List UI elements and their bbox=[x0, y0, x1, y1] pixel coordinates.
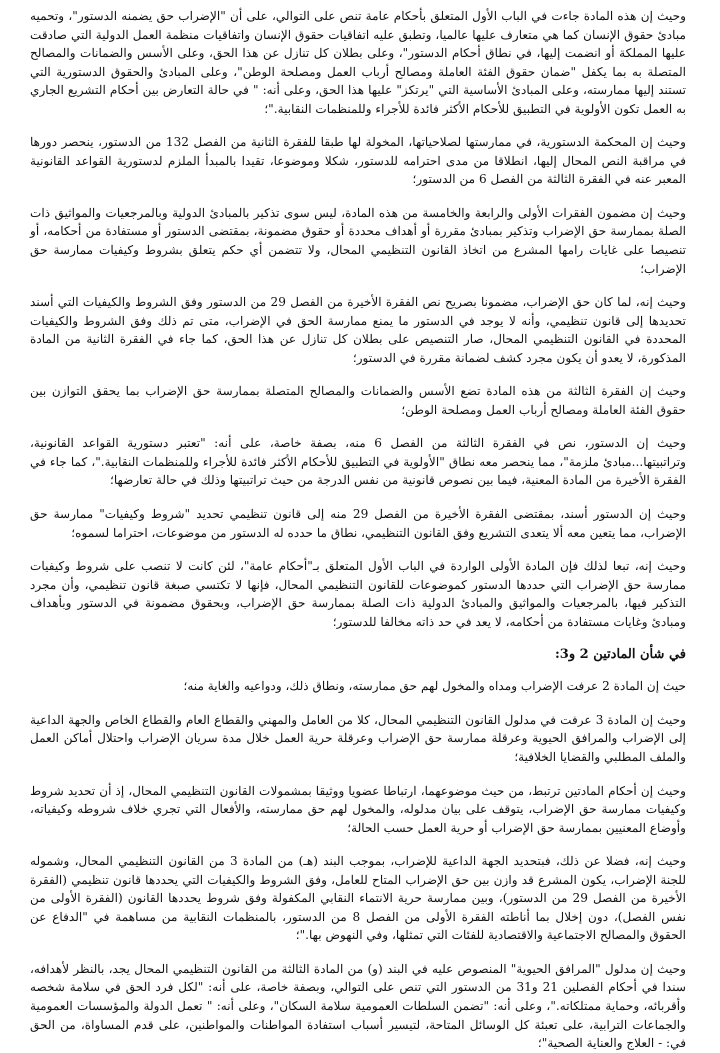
section-heading: في شأن المادتين 2 و3: bbox=[554, 647, 686, 663]
paragraph: وحيث إن هذه المادة جاءت في الباب الأول المتعلق بأحكام عامة تنص على التوالي، على أن "الإضراب حق يضمنه الدستور"، وتحميه مبادئ حقوق الإنسان كما هي متعارف عليها عالميا، وتطبق عليه اتفاقيات حقوق الإنسان واتفاقيات منظمة العمل الدولية التي صادقت عليها المملكة أو انضمت إليها، في نطاق أحكام الدستور"، وعلى بطلان كل تنازل عن هذا الحق، وعلى الأسس والضمانات والمصالح المتصلة به بما يكفل "ضمان حقوق الفئة العاملة ومصالح أرباب العمل ومصلحة الوطن"، وعلى المبادئ والحقوق الدستورية التي تستند إليها ممارسته، وعلى المبادئ الأساسية التي "يرتكز" عليها هذا الحق، وعلى أنه: " في حالة التعارض بين أحكام التشريع الجاري به العمل تكون الأولوية في التطبيق للأحكام الأكثر فائدة للأجراء وللمنظمات النقابية."؛ bbox=[30, 9, 686, 116]
paragraph: وحيث إن الدستور، نص في الفقرة الثالثة من الفصل 6 منه، بصفة خاصة، على أنه: "تعتبر دستورية القواعد القانونية، وتراتبيتها...مبادئ ملزمة"، مما ينحصر معه نطاق "الأولوية في التطبيق للأحكام الأكثر فائدة للأجراء وللمنظمات النقابية."، كما جاء في الفقرة الأخيرة من المادة المعنية، فيما بين نصوص قانونية من نفس الدرجة من حيث تراتبيتها وذلك في حالة تعارضها؛ bbox=[30, 436, 686, 488]
paragraph: وحيث إن أحكام المادتين ترتبط، من حيث موضوعهما، ارتباطا عضويا ووثيقا بمشمولات القانون التنظيمي المحال، إذ أن تحديد شروط وكيفيات ممارسة حق الإضراب، يتوقف على بيان مدلوله، والمخول لهم حق ممارسته، والأفعال التي تجري خلاف شروطه وكيفياته، وأوضاع المعنيين بممارسة حق الإضراب أو حرية العمل حسب الحالة؛ bbox=[30, 783, 686, 835]
paragraph: وحيث إنه، فضلا عن ذلك، فبتحديد الجهة الداعية للإضراب، بموجب البند (هـ) من المادة 3 من القانون التنظيمي المحال، وشموله للجنة الإضراب، يكون المشرع قد وازن بين حق الإضراب المتاح للعامل، وفق الشروط والكيفيات التي يحددها قانون تنظيمي (الفقرة الأخيرة من الفصل 29 من الدستور)، وبين ممارسة حرية الانتماء النقابي المكفولة وفق شروط يحددها القانون (الفقرة الأولى من نفس الفصل)، دون إخلال بما أناطته الفقرة الأولى من الفصل 8 من الدستور، بالمنظمات النقابية من مساهمة في "الدفاع عن الحقوق والمصالح الاجتماعية والاقتصادية للفئات التي تمثلها، وفي النهوض بها."؛ bbox=[30, 854, 687, 943]
paragraph: وحيث إنه، لما كان حق الإضراب، مضمونا بصريح نص الفقرة الأخيرة من الفصل 29 من الدستور وفق الشروط والكيفيات التي أسند تحديدها إلى قانون تنظيمي، وأنه لا يوجد في الدستور ما يمنع ممارسة الحق في الإضراب، متى تم ذلك وفق الشروط والكيفيات المحددة في القانون التنظيمي المحال، صار التنصيص على بطلان كل تنازل عن هذا الحق، كما جاء في الفقرة الثانية من المادة المذكورة، لا يعدو أن يكون مجرد كشف لضمانة مقررة في الدستور؛ bbox=[30, 295, 686, 365]
paragraph: وحيث إن مضمون الفقرات الأولى والرابعة والخامسة من هذه المادة، ليس سوى تذكير بالمبادئ الدولية وبالمرجعيات والمواثيق ذات الصلة بممارسة حق الإضراب وتذكير بمبادئ مقررة أو أهداف محددة أو حقوق مضمونة، بمقتضى الدستور أو مستفادة من أحكامه، أو تنصيصا على غايات رامها المشرع من اتخاذ القانون التنظيمي المحال، ولا تتضمن أي حكم يتعلق بشروط وكيفيات ممارسة حق الإضراب؛ bbox=[30, 205, 686, 276]
paragraph: وحيث إنه، تبعا لذلك فإن المادة الأولى الواردة في الباب الأول المتعلق بـ"أحكام عامة"، لئن كانت لا تنصب على شروط وكيفيات ممارسة حق الإضراب التي حددها الدستور كموضوعات للقانون التنظيمي المحال، فإنها لا تكتسي صبغة قانون تنظيمي، وأن مجرد التذكير فيها، بالمرجعيات والمواثيق والمبادئ الدولية ذات الصلة بممارسة حق الإضراب، وبحقوق مضمونة في الدستور وبأهداف ومبادئ وغايات مستفادة من أحكامه، لا يعد في حد ذاته مخالفا للدستور؛ bbox=[30, 559, 686, 629]
paragraph: وحيث إن المحكمة الدستورية، في ممارستها لصلاحياتها، المخولة لها طبقا للفقرة الثانية من الفصل 132 من الدستور، ينحصر دورها في مراقبة النص المحال إليها، انطلاقا من مدى احترامه للدستور، شكلا وموضوعا، تقيدا بالمبدأ الملزم لدستورية القواعد القانونية المعبر عنه في الفقرة الثالثة من الفصل 6 من الدستور؛ bbox=[30, 135, 686, 187]
paragraph: وحيث إن الدستور أسند، بمقتضى الفقرة الأخيرة من الفصل 29 منه إلى قانون تنظيمي تحديد "شروط وكيفيات" ممارسة حق الإضراب، مما يتعين معه ألا يتعدى التشريع وفق القانون التنظيمي، نطاق ما حدده له الدستور من موضوعات، احتراما لسموه؛ bbox=[30, 507, 686, 540]
paragraph: وحيث إن الفقرة الثالثة من هذه المادة تضع الأسس والضمانات والمصالح المتصلة بممارسة حق الإضراب بما يحقق التوازن بين حقوق الفئة العاملة ومصالح أرباب العمل ومصلحة الوطن؛ bbox=[30, 384, 686, 417]
paragraph: حيث إن المادة 2 عرفت الإضراب ومداه والمخول لهم حق ممارسته، ونطاق ذلك، ودواعيه والغاية منه؛ bbox=[183, 679, 686, 694]
paragraph: وحيث إن المادة 3 عرفت في مدلول القانون التنظيمي المحال، كلا من العامل والمهني والقطاع العام والقطاع الخاص والجهة الداعية إلى الإضراب والمرافق الحيوية وعرقلة ممارسة حق الإضراب وعرقلة حرية العمل خلال مدة سريان الإضراب واحتلال أماكن العمل والملف المطلبي والقضايا الخلافية؛ bbox=[30, 712, 686, 764]
paragraph: وحيث إن مدلول "المرافق الحيوية" المنصوص عليه في البند (و) من المادة الثالثة من القانون التنظيمي المحال يجد، بالنظر لأهدافه، سندا في أحكام الفصلين 21 و31 من الدستور التي تنص على التوالي، وبصفة خاصة، على أنه: "لكل فرد الحق في سلامة شخصه وأقربائه، وحماية ممتلكاته."، وعلى أنه: "تضمن السلطات العمومية سلامة السكان"، وعلى أنه: " تعمل الدولة والمؤسسات العمومية والجماعات الترابية، على تعبئة كل الوسائل المتاحة، لتيسير أسباب استفادة المواطنات والمواطنين، على قدم المساواة، من الحق في: - العلاج والعناية الصحية"؛ bbox=[30, 961, 686, 1051]
